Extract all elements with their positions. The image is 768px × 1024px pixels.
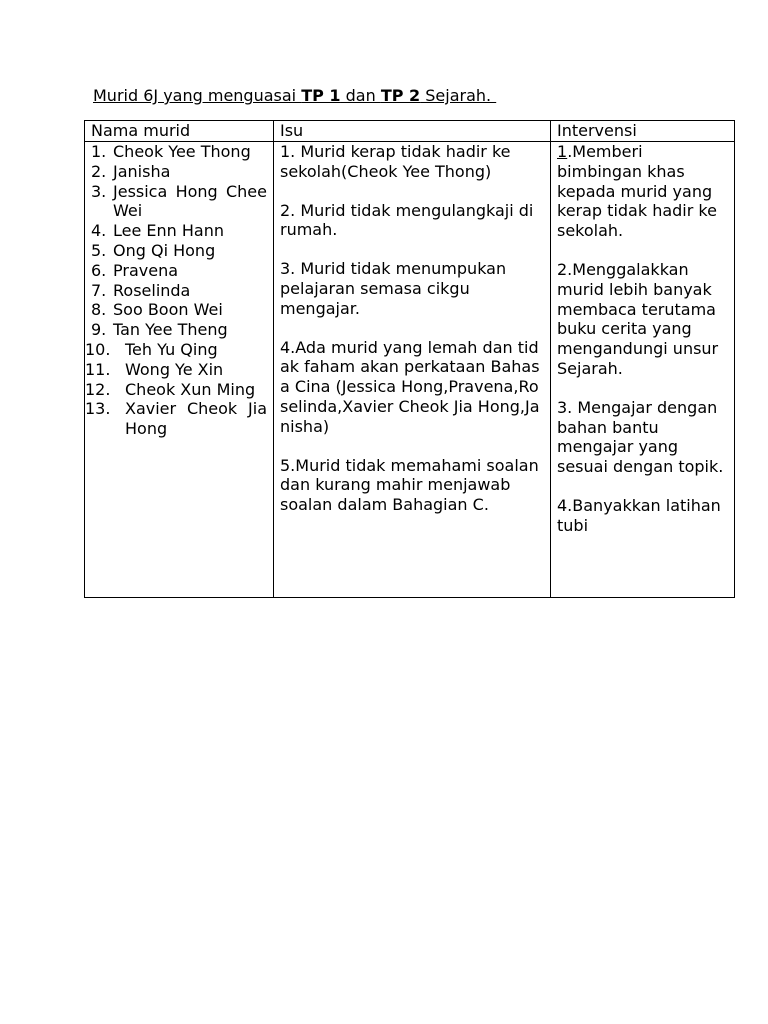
student-table [84, 120, 735, 598]
intervention-item: 4.Banyakkan latihan tubi [557, 495, 721, 535]
student-name: Xavier Cheok Jia Hong [125, 399, 267, 439]
issue-item: 4.Ada murid yang lemah dan tidak faham akan perkataan Bahasa Cina (Jessica Hong,Pravena,Roselinda,Xavier Cheok Jia Hong,Janisha) [280, 337, 540, 436]
title-bold-tp1: TP 1 [301, 86, 341, 105]
student-number: 12. [85, 379, 111, 399]
student-name: Soo Boon Wei [113, 300, 223, 320]
student-list-item [91, 142, 267, 162]
student-list-item [91, 281, 267, 301]
student-number: 7. [91, 280, 107, 300]
student-name: Teh Yu Qing [125, 339, 218, 359]
intervention-item [557, 142, 728, 241]
student-list-item [91, 241, 267, 261]
intervention-item: 2.Menggalakkan murid lebih banyak membaca terutama buku cerita yang mengandungi unsur Sejarah. [557, 259, 719, 378]
issue-item: 1. Murid kerap tidak hadir ke sekolah(Cheok Yee Thong) [280, 142, 511, 181]
student-list-item [85, 359, 267, 380]
issue-item: 2. Murid tidak mengulangkaji di rumah. [280, 200, 534, 240]
intervention-first-number: 1 [557, 142, 568, 161]
student-list-item [85, 339, 267, 360]
student-name: Roselinda [113, 280, 191, 300]
student-number: 13. [85, 399, 111, 419]
student-number: 5. [91, 240, 107, 260]
student-number: 2. [91, 161, 107, 181]
title-bold-tp2: TP 2 [380, 86, 421, 105]
title-part-3: Sejarah. [420, 86, 497, 105]
student-number: 8. [91, 300, 107, 320]
student-name: Cheok Yee Thong [113, 142, 251, 161]
student-list-item [91, 162, 267, 182]
student-number: 1. [91, 142, 107, 161]
student-list-item [91, 300, 267, 320]
student-name: Tan Yee Theng [113, 320, 228, 340]
intervention-first-text: .Memberi bimbingan khas kepada murid yang kerap tidak hadir ke sekolah. [557, 142, 717, 241]
student-list-cell [85, 142, 274, 598]
table-header-row [85, 121, 735, 142]
student-name: Jessica Hong Chee Wei [113, 181, 267, 221]
header-isu: Isu [274, 121, 551, 142]
issue-item: 3. Murid tidak menumpukan pelajaran semasa cikgu mengajar. [280, 259, 507, 318]
student-name: Janisha [113, 161, 171, 181]
student-number: 11. [85, 359, 111, 379]
intervention-item: 3. Mengajar dengan bahan bantu mengajar yang sesuai dengan topik. [557, 397, 724, 477]
student-name: Cheok Xun Ming [125, 379, 256, 399]
student-list-item [85, 379, 267, 400]
student-name: Wong Ye Xin [125, 359, 224, 379]
student-number: 6. [91, 260, 107, 280]
interventions-cell [551, 142, 735, 598]
title-part-1: Murid 6J yang menguasai [93, 86, 302, 105]
student-number: 9. [91, 320, 107, 340]
student-list-item [91, 261, 267, 281]
title-part-2: dan [340, 86, 381, 105]
student-list-item [85, 399, 267, 439]
header-intervensi: Intervensi [551, 121, 735, 142]
student-number: 10. [85, 339, 111, 359]
student-name: Lee Enn Hann [113, 221, 224, 241]
student-name: Pravena [113, 260, 179, 280]
table-body-row [85, 142, 735, 598]
student-list [85, 142, 267, 439]
student-number: 4. [91, 221, 107, 241]
header-nama-murid: Nama murid [85, 121, 274, 142]
student-list-item [91, 320, 267, 340]
document-title [93, 86, 496, 106]
issue-item: 5.Murid tidak memahami soalan dan kurang mahir menjawab soalan dalam Bahagian C. [280, 455, 539, 515]
student-list-item [91, 182, 267, 222]
student-number: 3. [91, 181, 107, 201]
student-list-item [91, 221, 267, 241]
student-name: Ong Qi Hong [113, 240, 216, 260]
issues-cell [274, 142, 551, 598]
